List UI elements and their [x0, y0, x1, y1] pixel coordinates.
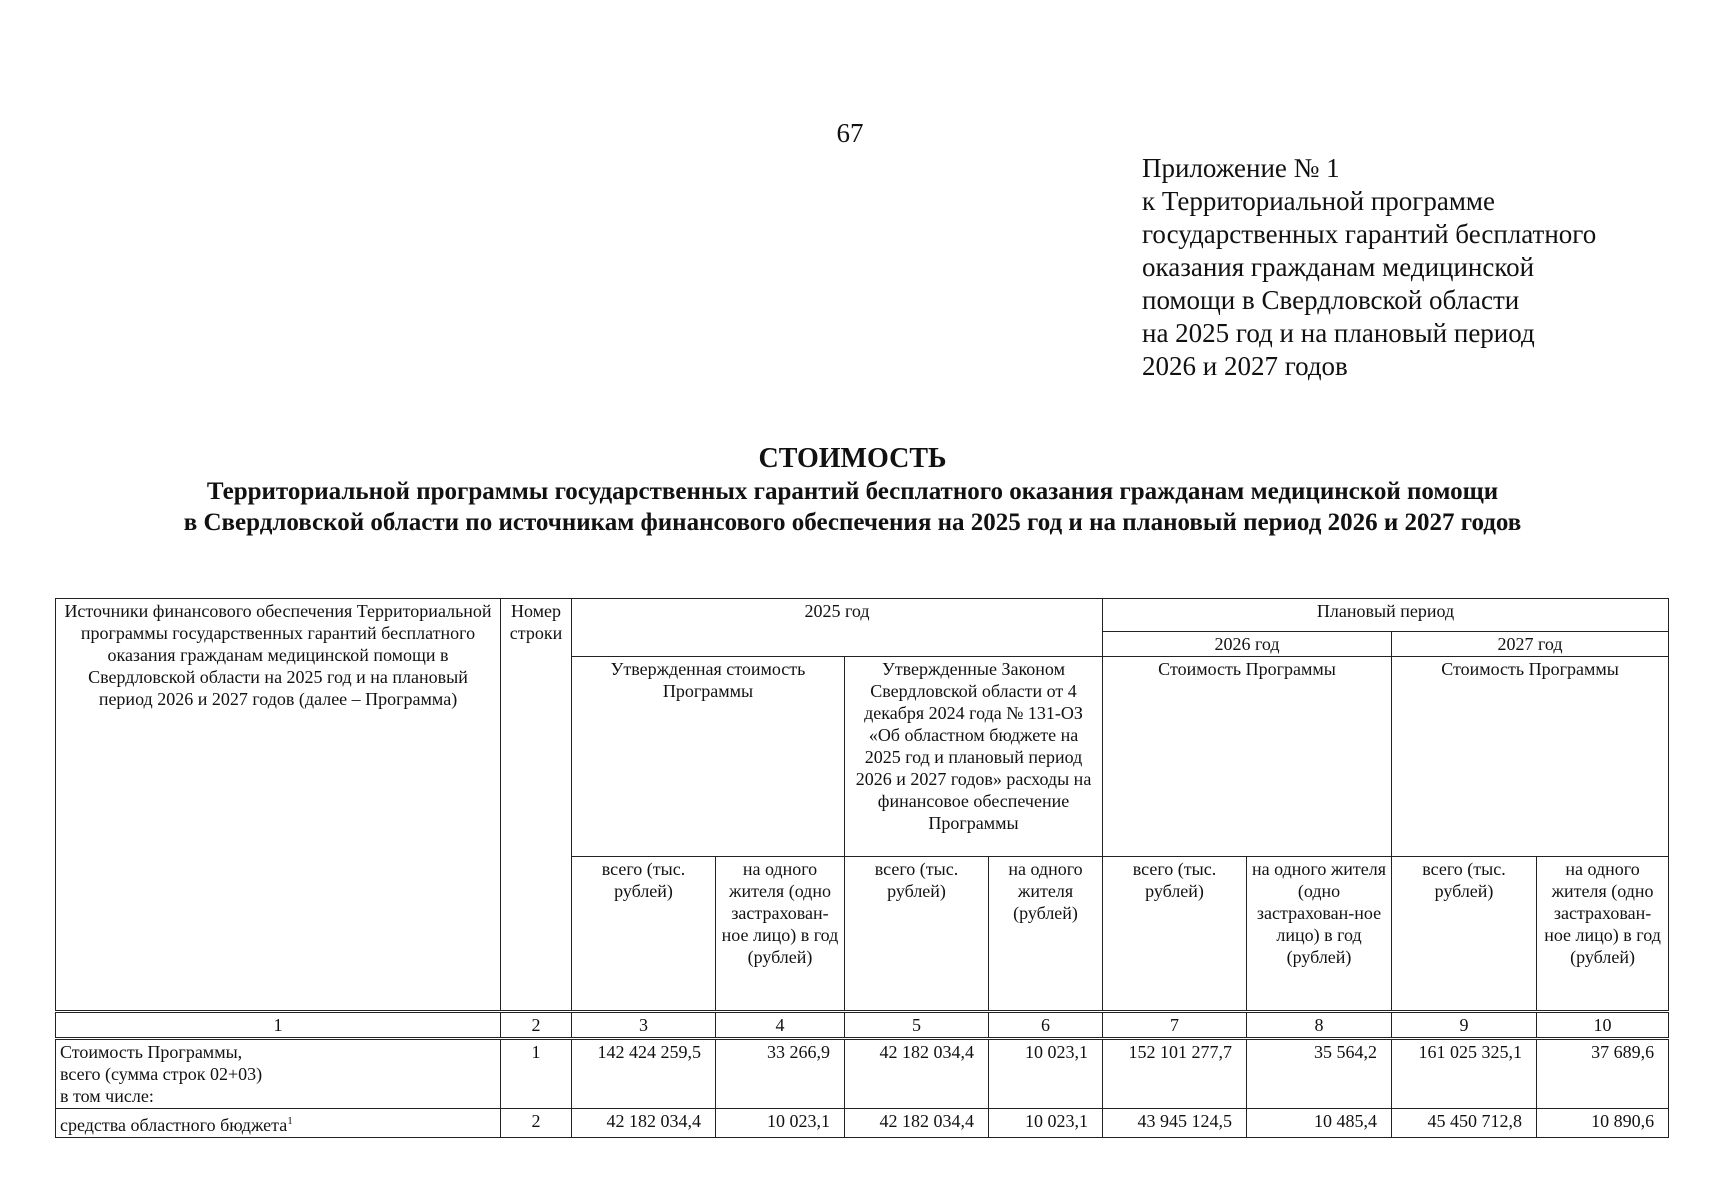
- column-number: 9: [1392, 1012, 1537, 1039]
- appendix-line: на 2025 год и на плановый период: [1142, 318, 1535, 348]
- appendix-line: Приложение № 1: [1142, 153, 1340, 183]
- header-per-insured: на одного жителя (одно застрахован-ное лицо) в год (рублей): [1537, 857, 1669, 1012]
- header-total: всего (тыс. рублей): [572, 857, 716, 1012]
- column-number: 10: [1537, 1012, 1669, 1039]
- value-cell: 10 890,6: [1537, 1109, 1669, 1138]
- value-cell: 45 450 712,8: [1392, 1109, 1537, 1138]
- row-label-text: средства областного бюджета: [60, 1115, 288, 1135]
- header-planned-period: Плановый период: [1103, 599, 1669, 632]
- header-approved-by-law: Утвержденные Законом Свердловской области от 4 декабря 2024 года № 131-ОЗ «Об областном бюджете на 2025 год и плановый период 2026 и 2027 годов» расходы на финансовое обеспечение Программы: [845, 657, 1103, 857]
- header-year-2026: 2026 год: [1103, 632, 1392, 657]
- row-label-line: всего (сумма строк 02+03): [60, 1064, 263, 1084]
- value-cell: 42 182 034,4: [845, 1109, 989, 1138]
- row-label-line: Стоимость Программы,: [60, 1042, 243, 1062]
- title-line-1: Территориальной программы государственных гарантий бесплатного оказания гражданам медицинской помощи: [206, 478, 1499, 505]
- appendix-line: к Территориальной программе: [1142, 186, 1495, 216]
- header-total: всего (тыс. рублей): [1103, 857, 1247, 1012]
- row-number-cell: 2: [501, 1109, 572, 1138]
- header-program-cost-2026: Стоимость Программы: [1103, 657, 1392, 857]
- row-label: [56, 1109, 501, 1138]
- header-per-resident: на одного жителя (рублей): [989, 857, 1103, 1012]
- column-number: 2: [501, 1012, 572, 1039]
- header-row-number: Номер строки: [501, 599, 572, 1012]
- value-cell: 10 485,4: [1247, 1109, 1392, 1138]
- appendix-line: оказания гражданам медицинской: [1142, 252, 1535, 282]
- header-total: всего (тыс. рублей): [845, 857, 989, 1012]
- column-number: 6: [989, 1012, 1103, 1039]
- row-label: [56, 1039, 501, 1109]
- value-cell: 10 023,1: [716, 1109, 845, 1138]
- page-number: 67: [836, 118, 864, 148]
- header-approved-cost: Утвержденная стоимость Программы: [572, 657, 845, 857]
- row-number-cell: 1: [501, 1039, 572, 1109]
- appendix-line: государственных гарантий бесплатного: [1142, 219, 1597, 249]
- header-year-2025: 2025 год: [572, 599, 1103, 657]
- value-cell: 142 424 259,5: [572, 1039, 716, 1109]
- value-cell: 10 023,1: [989, 1109, 1103, 1138]
- column-numbers-row: [56, 1012, 1669, 1039]
- column-number: 1: [56, 1012, 501, 1039]
- value-cell: 10 023,1: [989, 1039, 1103, 1109]
- header-program-cost-2027: Стоимость Программы: [1392, 657, 1669, 857]
- value-cell: 33 266,9: [716, 1039, 845, 1109]
- column-number: 7: [1103, 1012, 1247, 1039]
- cost-table: [55, 598, 1669, 1138]
- appendix-line: помощи в Свердловской области: [1142, 285, 1520, 315]
- document-title: [40, 442, 1665, 538]
- appendix-line: 2026 и 2027 годов: [1142, 351, 1348, 381]
- header-total: всего (тыс. рублей): [1392, 857, 1537, 1012]
- header-per-insured: на одного жителя (одно застрахован-ное лицо) в год (рублей): [1247, 857, 1392, 1012]
- column-number: 3: [572, 1012, 716, 1039]
- value-cell: 42 182 034,4: [572, 1109, 716, 1138]
- header-year-2027: 2027 год: [1392, 632, 1669, 657]
- column-number: 8: [1247, 1012, 1392, 1039]
- title-heading: СТОИМОСТЬ: [758, 443, 947, 474]
- row-label-line: в том числе:: [60, 1086, 154, 1106]
- footnote-marker: 1: [287, 1115, 293, 1127]
- value-cell: 37 689,6: [1537, 1039, 1669, 1109]
- title-line-2: в Свердловской области по источникам финансового обеспечения на 2025 год и на плановый период 2026 и 2027 годов: [183, 509, 1522, 536]
- table-row: [56, 1109, 1669, 1138]
- column-number: 4: [716, 1012, 845, 1039]
- header-per-insured: на одного жителя (одно застрахован-ное лицо) в год (рублей): [716, 857, 845, 1012]
- table-row: [56, 1039, 1669, 1109]
- value-cell: 42 182 034,4: [845, 1039, 989, 1109]
- header-sources: Источники финансового обеспечения Территориальной программы государственных гарантий бесплатного оказания гражданам медицинской помощи в Свердловской области на 2025 год и на плановый период 2026 и 2027 годов (далее – Программа): [56, 599, 501, 1012]
- appendix-block: [1142, 152, 1682, 383]
- value-cell: 161 025 325,1: [1392, 1039, 1537, 1109]
- column-number: 5: [845, 1012, 989, 1039]
- value-cell: 152 101 277,7: [1103, 1039, 1247, 1109]
- value-cell: 35 564,2: [1247, 1039, 1392, 1109]
- value-cell: 43 945 124,5: [1103, 1109, 1247, 1138]
